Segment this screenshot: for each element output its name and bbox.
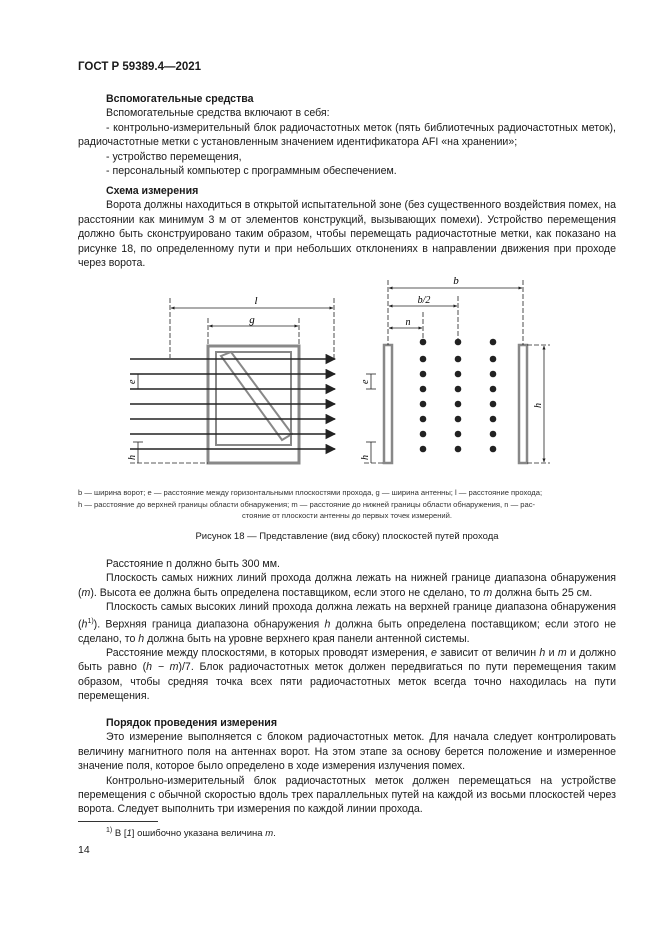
- figure-caption: Рисунок 18 — Представление (вид сбоку) плоскостей путей прохода: [195, 531, 499, 542]
- footnote: $^{1)}$ В [1] ошибочно указана величина m.: [106, 827, 276, 840]
- legend-line-3: стояние от плоскости антенны до первых точек измерений.: [241, 511, 452, 520]
- aux-item-1: - контрольно-измерительный блок радиочастотных меток (пять библиотечных радиочастотных меток), радиочастотные метки с установленным значением идентификатора AFI «на хранении»;: [78, 121, 616, 149]
- procedure-section: [78, 716, 616, 817]
- figure-18-diagram: [78, 268, 618, 493]
- label-h-big: h: [533, 403, 544, 408]
- label-l: l: [254, 295, 258, 307]
- procedure-p1: Это измерение выполняется с блоком радиочастотных меток. Для начала следует контролировать величину магнитного поля на антеннах ворот. На этом этапе за основу берется положение и измеренное значение поля, которое было определено в ходе измерения излучения помех.: [78, 731, 616, 773]
- body-p4: Расстояние между плоскостями, в которых проводят измерения, e зависит от величин h и m и должно быть равно (h − m)/7. Блок радиочастотных меток должен передвигаться по пути перемещения таким образом, чтобы средняя точка всех пяти радиочастотных меток всегда точно находилась на пути перемещения.: [78, 646, 617, 703]
- label-b: b: [453, 275, 459, 287]
- page-number: 14: [78, 844, 90, 856]
- procedure-p2: Контрольно-измерительный блок радиочастотных меток должен перемещаться на устройстве перемещения с обычной скоростью вдоль трех параллельных путей на каждой из восьми плоскостей через ворота. Следует выполнить три измерения по каждой линии прохода.: [78, 774, 616, 816]
- aux-section: [78, 92, 616, 178]
- scheme-heading: Схема измерения: [106, 185, 199, 197]
- figure-legend: [78, 487, 616, 522]
- label-e-right: e: [360, 379, 371, 384]
- left-gate-view: [130, 298, 335, 463]
- procedure-heading: Порядок проведения измерения: [106, 717, 277, 729]
- label-g: g: [249, 314, 255, 326]
- aux-intro: Вспомогательные средства включают в себя:: [106, 107, 330, 120]
- aux-heading: Вспомогательные средства: [106, 93, 254, 105]
- label-n: n: [405, 317, 411, 328]
- aux-item-2: - устройство перемещения,: [106, 150, 242, 163]
- label-h-right: h: [360, 455, 371, 460]
- body-p3: Плоскость самых высоких линий прохода должна лежать на верхней границе диапазона обнаружения $(h^{1)})$. Верхняя граница диапазона обнаружения h должна быть определена поставщиком; если этого не сделано, то h должна быть на уровне верхнего края панели антенной системы.: [78, 601, 616, 645]
- legend-line-2: h — расстояние до верхней границы области обнаружения; m — расстояние до нижней границы области обнаружения, n — рас-: [78, 499, 536, 509]
- body-section: [78, 557, 616, 704]
- standard-header: ГОСТ Р 59389.4—2021: [78, 61, 202, 73]
- legend-line-1: b — ширина ворот; e — расстояние между горизонтальными плоскостями прохода, g — ширина антенны; l — расстояние прохода;: [78, 488, 543, 497]
- label-b-half: b/2: [417, 295, 431, 306]
- scheme-section: [78, 184, 616, 270]
- aux-item-3: - персональный компьютер с программным обеспечением.: [106, 165, 397, 178]
- label-e-left: e: [127, 379, 138, 384]
- scheme-paragraph: Ворота должны находиться в открытой испытательной зоне (без существенного воздействия помех, на расстоянии как минимум 3 м от элементов конструкций, вызывающих помехи). Устройство перемещения должно быть сконструировано таким образом, чтобы перемещать радиочастотные метки, как показано на рисунке 18, по определенному пути и при небольших отклонениях в направлении движения при проходе через ворота.: [78, 199, 616, 270]
- body-p1: Расстояние n должно быть 300 мм.: [106, 558, 280, 570]
- right-gate-view: [364, 280, 550, 463]
- body-p2: Плоскость самых нижних линий прохода должна лежать на нижней границе диапазона обнаружения (m). Высота ее должна быть определена поставщиком, если этого не сделано, то m должна быть 25 см.: [78, 572, 616, 599]
- label-h-left: h: [127, 455, 138, 460]
- footnote-separator: [78, 821, 158, 822]
